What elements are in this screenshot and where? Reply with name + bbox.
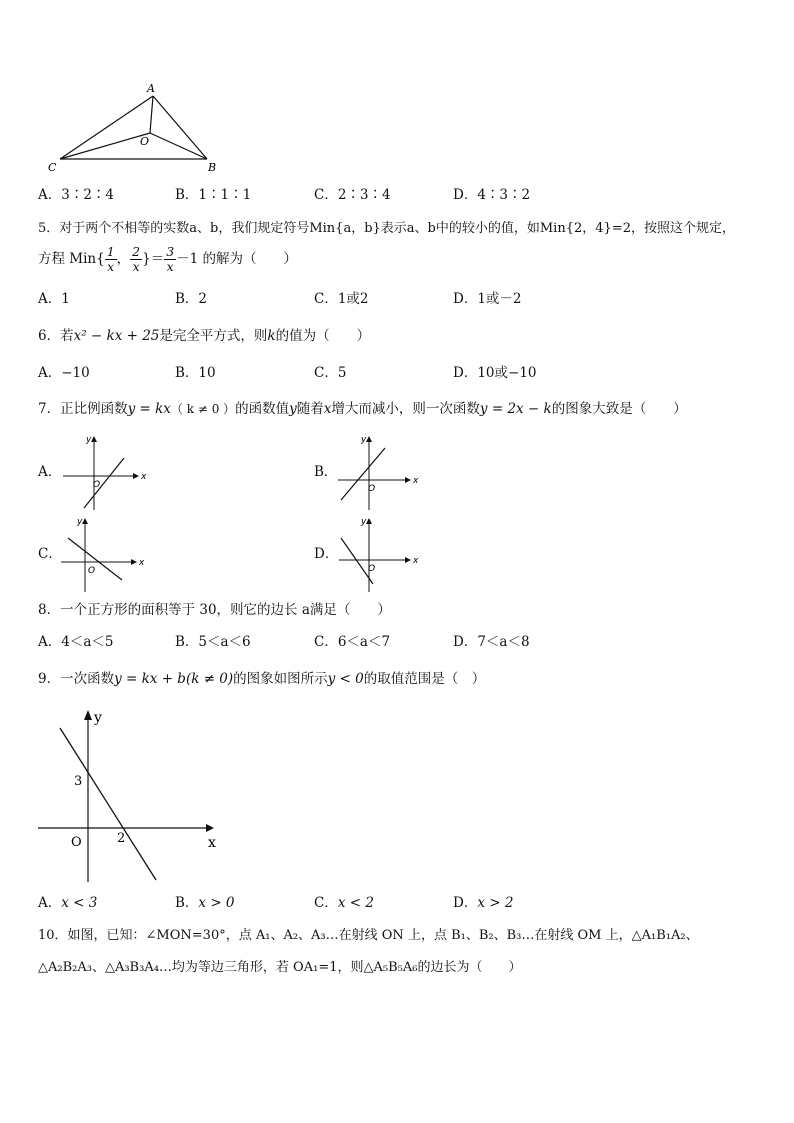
axis-y-label: y [361, 517, 367, 527]
fraction-1-over-x: $\frac{1}{x}$ [106, 244, 115, 275]
q9-suffix: 的取值范围是（ ） [363, 671, 486, 687]
q10-line2: △A₂B₂A₃、△A₃B₃A₄…均为等边三角形，若 OA₁=1，则△A₅B₅A₆的边长为（ ） [38, 960, 522, 975]
q5-line2-suffix: －1 的解为（ ） [176, 251, 298, 268]
vertex-b-label: B [208, 161, 217, 174]
q7-mid3: 增大而减小，则一次函数 [331, 401, 480, 417]
q6-option-b: B．10 [175, 365, 216, 381]
q7-option-c: C． [38, 546, 62, 562]
q9-option-b: B．x > 0 [175, 895, 235, 911]
q6-expression: x² − kx + 25 [73, 328, 160, 344]
q7-question [38, 403, 687, 417]
q5-line1: 5．对于两个不相等的实数a、b，我们规定符号Min{a，b}表示a、b中的较小的值，如Min{2，4}=2，按照这个规定， [38, 221, 735, 236]
q9-cond: y < 0 [327, 671, 364, 687]
q5-line2-prefix: 方程 Min{ [38, 251, 105, 268]
axis-x-label: x [139, 558, 145, 568]
fraction-2-over-x: $\frac{2}{x}$ [132, 244, 141, 275]
q9-prefix: 9．一次函数 [38, 671, 115, 687]
q7-mid1: 的函数值 [235, 401, 290, 417]
axis-x-label: x [413, 556, 419, 566]
q6-suffix: 的值为（ ） [275, 328, 371, 344]
q6-option-d: D．10或−10 [453, 365, 537, 381]
vertex-c-label: C [48, 161, 57, 174]
q5-option-d: D．1或－2 [453, 291, 522, 307]
axis-origin-label: O [368, 564, 376, 574]
q9-option-d: D．x > 2 [453, 895, 514, 911]
q5-separator: ， [116, 251, 131, 268]
vertex-a-label: A [147, 82, 155, 95]
q8-question: 8．一个正方形的面积等于 30，则它的边长 a满足（ ） [38, 602, 391, 618]
q5-option-b: B．2 [175, 291, 208, 307]
q6-prefix: 6．若 [38, 328, 74, 344]
q7-graph-b [333, 432, 423, 512]
q7-suffix: 的图象大致是（ ） [551, 401, 687, 417]
fraction-3-over-x: $\frac{3}{x}$ [166, 244, 175, 275]
q8-option-d: D．7＜a＜8 [453, 634, 530, 650]
q7-x: x [323, 401, 332, 417]
q5-line2 [38, 245, 297, 275]
q8-option-c: C．6＜a＜7 [314, 634, 391, 650]
q7-prefix: 7．正比例函数 [38, 401, 128, 417]
axis-y-label: y [86, 435, 92, 445]
q7-mid2: 随着 [296, 401, 324, 417]
y-axis-label: y [94, 710, 102, 726]
q7-option-b: B． [314, 464, 338, 480]
q9-option-a: A．x < 3 [38, 895, 98, 911]
q5-mid: }＝ [142, 251, 165, 268]
q9-question [38, 673, 485, 687]
q6-mid: 是完全平方式，则 [159, 328, 268, 344]
q8-option-a: A．4＜a＜5 [38, 634, 114, 650]
q6-option-c: C．5 [314, 365, 347, 381]
axis-origin-label: O [88, 566, 96, 576]
q9-func: y = kx + b(k ≠ 0) [114, 671, 234, 687]
q9-line-graph [30, 700, 230, 885]
axis-x-label: x [141, 472, 147, 482]
x-axis-label: x [208, 835, 216, 851]
q7-func2: y = 2x − k [479, 401, 552, 417]
q7-y: y [289, 401, 297, 417]
q4-option-d: D．4∶3∶2 [453, 187, 531, 203]
q7-option-d: D． [314, 546, 339, 562]
q9-mid: 的图象如图所示 [233, 671, 328, 687]
axis-x-label: x [413, 476, 419, 486]
origin-label: O [71, 835, 82, 850]
axis-origin-label: O [368, 484, 376, 494]
q5-option-a: A．1 [38, 291, 70, 307]
q6-question [38, 330, 370, 344]
q7-option-a: A． [38, 464, 62, 480]
q7-graph-a [58, 432, 148, 512]
axis-y-label: y [361, 435, 367, 445]
triangle-figure [40, 80, 230, 175]
q7-graph-d [333, 514, 423, 594]
q9-option-c: C．x < 2 [314, 895, 374, 911]
q6-k: k [267, 328, 276, 344]
q4-option-c: C．2∶3∶4 [314, 187, 391, 203]
y-intercept-label: 3 [74, 774, 83, 789]
x-intercept-label: 2 [117, 831, 126, 846]
q10-line1: 10．如图，已知：∠MON=30°，点 A₁、A₂、A₃…在射线 ON 上，点 B₁、B₂、B₃…在射线 OM 上，△A₁B₁A₂、 [38, 928, 699, 943]
q8-option-b: B．5＜a＜6 [175, 634, 251, 650]
q5-option-c: C．1或2 [314, 291, 369, 307]
q7-cond: （ k ≠ 0 ） [170, 402, 236, 416]
q6-option-a: A．−10 [38, 365, 90, 381]
axis-origin-label: O [93, 480, 101, 490]
q4-option-a: A．3∶2∶4 [38, 187, 115, 203]
vertex-o-label: O [140, 135, 150, 148]
q7-graph-c [58, 514, 148, 594]
axis-y-label: y [77, 517, 83, 527]
q4-option-b: B．1∶1∶1 [175, 187, 252, 203]
q7-func1: y = kx [127, 401, 171, 417]
